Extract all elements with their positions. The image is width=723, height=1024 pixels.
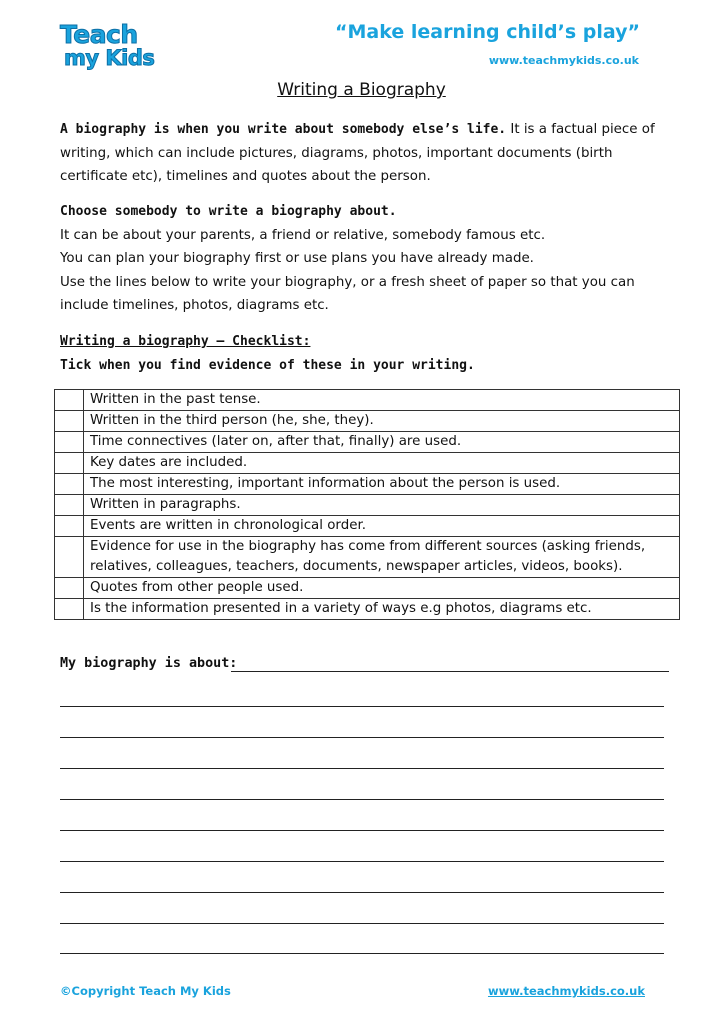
checklist-item: Written in paragraphs.: [84, 495, 680, 516]
writing-line[interactable]: [60, 706, 664, 707]
page-title: Writing a Biography: [277, 80, 446, 100]
writing-line[interactable]: [60, 737, 664, 738]
checklist-row: [55, 495, 680, 516]
checklist-row: [55, 599, 680, 620]
tick-box[interactable]: [55, 599, 84, 620]
checklist-heading: Writing a biography – Checklist:: [60, 334, 311, 349]
writing-line[interactable]: [60, 768, 664, 769]
checklist-item: The most interesting, important information about the person is used.: [84, 474, 680, 495]
instruction-line: It can be about your parents, a friend or relative, somebody famous etc.: [60, 227, 546, 243]
biography-about-label: My biography is about:: [60, 656, 238, 671]
checklist-item: Key dates are included.: [84, 453, 680, 474]
checklist-row: [55, 474, 680, 495]
tick-box[interactable]: [55, 495, 84, 516]
intro-paragraph: [60, 118, 670, 189]
checklist-subheading: Tick when you find evidence of these in your writing.: [60, 357, 475, 373]
footer-website-link[interactable]: www.teachmykids.co.uk: [487, 984, 645, 998]
checklist-item: Quotes from other people used.: [84, 578, 680, 599]
writing-line[interactable]: [60, 892, 664, 893]
tick-box[interactable]: [55, 537, 84, 578]
logo-mykids-text: my Kids: [64, 46, 155, 70]
writing-line[interactable]: [60, 830, 664, 831]
tick-box[interactable]: [55, 432, 84, 453]
checklist-table: [54, 389, 680, 620]
instruction-line: Use the lines below to write your biography, or a fresh sheet of paper so that you can include timelines, photos, diagrams etc.: [60, 274, 635, 313]
writing-line[interactable]: [60, 953, 664, 954]
writing-line[interactable]: [60, 923, 664, 924]
checklist-row: [55, 390, 680, 411]
checklist-item: Written in the past tense.: [84, 390, 680, 411]
tick-box[interactable]: [55, 578, 84, 599]
checklist-item: Evidence for use in the biography has come from different sources (asking friends, relatives, colleagues, teachers, documents, newspaper articles, videos, books).: [84, 537, 680, 578]
instruction-line: You can plan your biography first or use plans you have already made.: [60, 251, 534, 266]
checklist-row: [55, 432, 680, 453]
checklist-row: [55, 411, 680, 432]
writing-line[interactable]: [60, 799, 664, 800]
writing-line[interactable]: [60, 861, 664, 862]
header-website: www.teachmykids.co.uk: [488, 54, 639, 67]
checklist-item: Time connectives (later on, after that, finally) are used.: [84, 432, 680, 453]
checklist-header: [60, 330, 670, 377]
tick-box[interactable]: [55, 516, 84, 537]
footer-copyright: ©Copyright Teach My Kids: [60, 984, 231, 998]
biography-about-input-line[interactable]: [231, 671, 669, 672]
tagline: “Make learning child’s play”: [335, 21, 640, 43]
logo-teach-text: Teach: [60, 20, 138, 49]
checklist-row: [55, 516, 680, 537]
intro-rest: It is a factual piece of writing, which can include pictures, diagrams, photos, important documents (birth certificate etc), timelines and quotes about the person.: [60, 122, 655, 184]
tick-box[interactable]: [55, 411, 84, 432]
checklist-item: Written in the third person (he, she, they).: [84, 411, 680, 432]
checklist-item: Events are written in chronological order.: [84, 516, 680, 537]
checklist-item: Is the information presented in a variety of ways e.g photos, diagrams etc.: [84, 599, 680, 620]
checklist-row: [55, 578, 680, 599]
checklist-row: [55, 537, 680, 578]
teach-my-kids-logo: [56, 20, 166, 72]
checklist-row: [55, 453, 680, 474]
intro-bold: A biography is when you write about somebody else’s life.: [60, 122, 507, 137]
tick-box[interactable]: [55, 453, 84, 474]
instructions: [60, 200, 670, 318]
instructions-heading: Choose somebody to write a biography about.: [60, 204, 397, 219]
tick-box[interactable]: [55, 474, 84, 495]
tick-box[interactable]: [55, 390, 84, 411]
